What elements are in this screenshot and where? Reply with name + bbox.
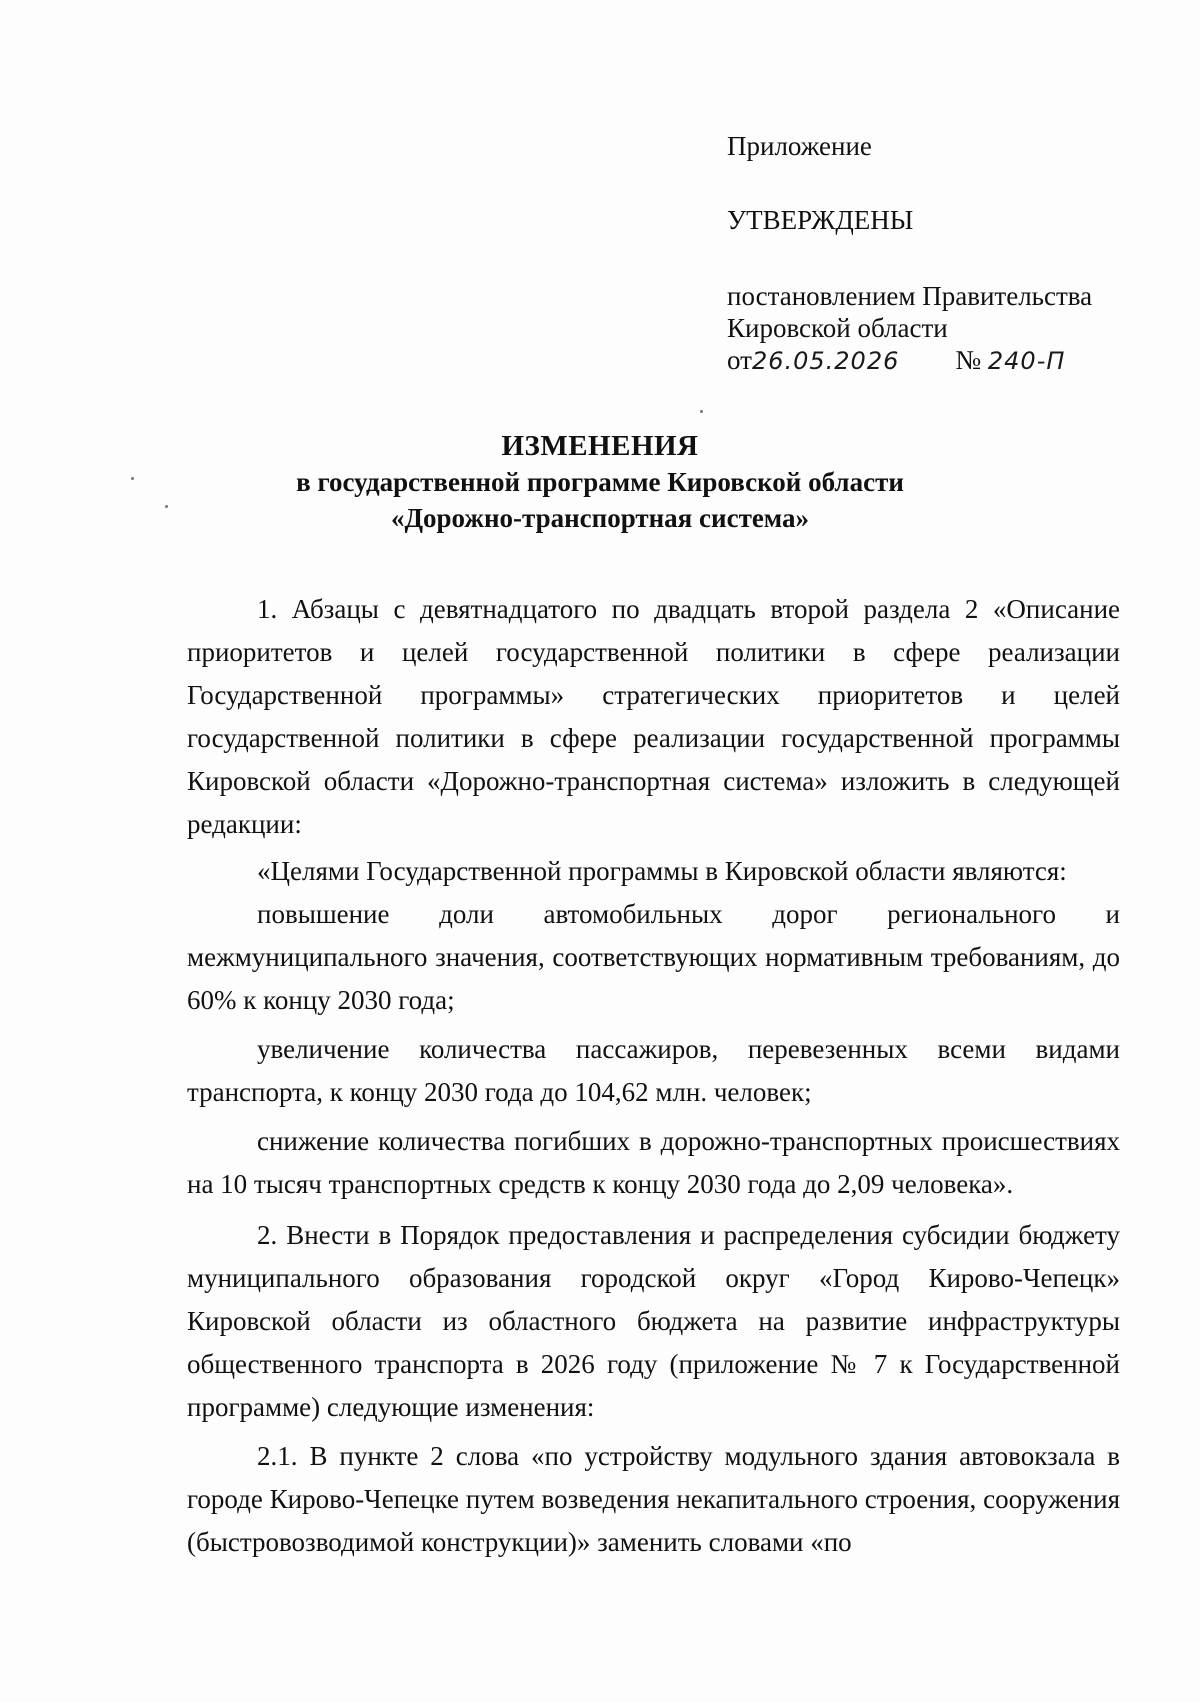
scan-speck bbox=[131, 477, 134, 480]
handwritten-date: 26.05.2026 bbox=[751, 347, 900, 375]
paragraph-goal-passengers: увеличение количества пассажиров, перевезенных всеми видами транспорта, к концу 2030 года до 104,62 млн. человек; bbox=[187, 1034, 1120, 1107]
paragraph-2-1: 2.1. В пункте 2 слова «по устройству модульного здания автовокзала в городе Кирово-Чепецке путем возведения некапитального строения, сооружения (быстровозводимой конструкции)» заменить словами «по bbox=[187, 1441, 1120, 1557]
title-line-name: «Дорожно-транспортная система» bbox=[390, 503, 810, 533]
document-body bbox=[187, 588, 1120, 1564]
approval-date-number-line bbox=[727, 344, 1147, 377]
approval-block bbox=[727, 130, 1147, 377]
date-prefix: от bbox=[727, 345, 752, 375]
number-prefix: № bbox=[955, 345, 982, 375]
title-line-program: в государственной программе Кировской области bbox=[296, 467, 904, 497]
title-main: ИЗМЕНЕНИЯ bbox=[501, 430, 699, 462]
scan-speck bbox=[700, 410, 703, 413]
document-title bbox=[180, 428, 1020, 536]
approval-line-government: постановлением Правительства bbox=[727, 281, 1093, 311]
handwritten-number: 240-П bbox=[987, 347, 1066, 375]
scan-speck bbox=[165, 505, 168, 508]
paragraph-2: 2. Внести в Порядок предоставления и распределения субсидии бюджету муниципального образования городской округ «Город Кирово-Чепецк» Кировской области из областного бюджета на развитие инфраструктуры общественного транспорта в 2026 году (приложение № 7 к Государственной программе) следующие изменения: bbox=[187, 1220, 1120, 1422]
approved-label: УТВЕРЖДЕНЫ bbox=[727, 205, 914, 235]
paragraph-1: 1. Абзацы с девятнадцатого по двадцать второй раздела 2 «Описание приоритетов и целей государственной политики в сфере реализации Государственной программы» стратегических приоритетов и целей государственной политики в сфере реализации государственной программы Кировской области «Дорожно-транспортная система» изложить в следующей редакции: bbox=[187, 594, 1120, 839]
appendix-label: Приложение bbox=[727, 131, 872, 161]
paragraph-goal-roads: повышение доли автомобильных дорог регионального и межмуниципального значения, соответствующих нормативным требованиям, до 60% к концу 2030 года; bbox=[187, 899, 1120, 1015]
paragraph-goals-intro: «Целями Государственной программы в Кировской области являются: bbox=[257, 856, 1067, 886]
approval-line-region: Кировской области bbox=[727, 313, 948, 343]
paragraph-goal-safety: снижение количества погибших в дорожно-транспортных происшествиях на 10 тысяч транспортных средств к концу 2030 года до 2,09 человека». bbox=[187, 1126, 1120, 1199]
